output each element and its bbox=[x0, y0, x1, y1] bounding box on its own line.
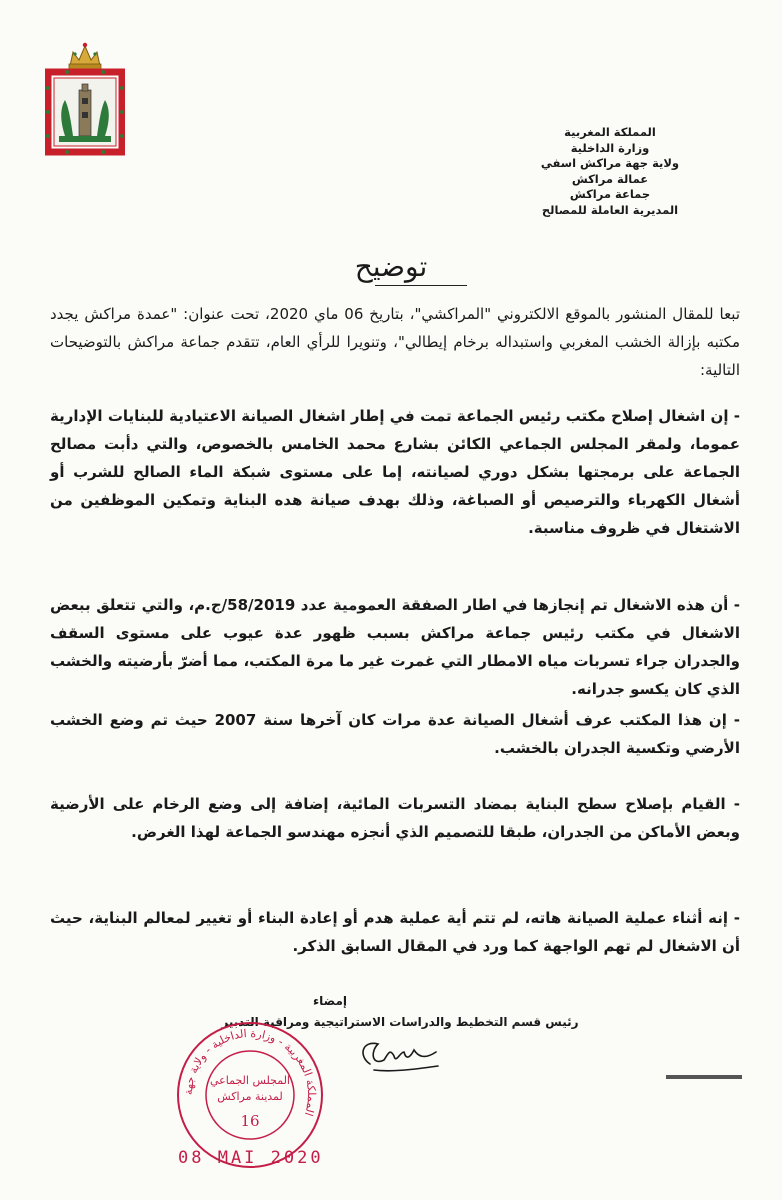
stamp-ring-text: المملكة المغربية - وزارة الداخلية - ولاية جهة bbox=[181, 1026, 319, 1118]
header-line: المملكة المغربية bbox=[564, 125, 656, 139]
body-paragraph-1: - إن اشغال إصلاح مكتب رئيس الجماعة تمت في إطار اشغال الصيانة الاعتيادية للبنايات الإدارية عموما، ولمقر المجلس الجماعي الكائن بشارع محمد الخامس بالخصوص، والتي دأبت مصالح الجماعة على برمجتها بشكل دوري لصيانته، إما على مستوى شبكة الماء الصالح للشرب أو أشغال الكهرباء والترصيص أو الصباغة، وذلك بهدف صيانة هده البناية وتمكين الموظفين من الاشتغال في ظروف مناسبة. bbox=[50, 407, 740, 537]
body-paragraph-4: - القيام بإصلاح سطح البناية بمضاد التسربات المائية، إضافة إلى وضع الرخام على الأرضية وبعض الأماكن من الجدران، طبقا للتصميم الذي أنجزه مهندسو الجماعة لهذا الغرض. bbox=[50, 795, 740, 841]
administrative-header bbox=[500, 125, 720, 218]
title-underline bbox=[375, 285, 467, 286]
signature-label: إمضاء bbox=[312, 994, 347, 1008]
date-stamp: 08 MAI 2020 bbox=[178, 1148, 324, 1168]
document-title: توضيح bbox=[354, 250, 428, 283]
handwritten-signature bbox=[340, 1030, 450, 1080]
header-line: وزارة الداخلية bbox=[570, 140, 650, 155]
crown-icon bbox=[69, 43, 101, 69]
header-line: ولاية جهة مراكش اسفي bbox=[540, 156, 680, 170]
header-line: جماعة مراكش bbox=[569, 187, 651, 201]
intro-paragraph: تبعا للمقال المنشور بالموقع الالكتروني "المراكشي"، بتاريخ 06 ماي 2020، تحت عنوان: "عمدة مراكش يجدد مكتبه بإزالة الخشب المغربي واستبداله برخام إيطالي"، وتنويرا للرأي العام، تتقدم جماعة مراكش بالتوضيحات التالية: bbox=[50, 305, 741, 379]
stamp-center-line-1: المجلس الجماعي bbox=[210, 1074, 290, 1087]
stamp-number: 16 bbox=[240, 1112, 260, 1130]
body-paragraph-2: - أن هذه الاشغال تم إنجازها في اطار الصفقة العمومية عدد 58/2019/ج.م، والتي تتعلق ببعض الاشغال في مكتب رئيس جماعة مراكش بسبب ظهور عدة عيوب على مستوى السقف والجدران جراء تسربات مياه الامطار التي غمرت غير ما مرة المكتب، مما أضرّ بأرضيته والخشب الذي كان يكسو جدرانه. bbox=[50, 596, 740, 698]
header-line: المديرية العاملة للمصالح bbox=[541, 202, 679, 217]
scan-artifact-line bbox=[666, 1075, 742, 1079]
body-paragraph-5: - إنه أثناء عملية الصيانة هاته، لم تتم أية عملية هدم أو إعادة البناء أو تغيير لمعالم البناية، حيث أن الاشغال لم تهم الواجهة كما ورد في المقال السابق الذكر. bbox=[50, 909, 740, 955]
signatory-title: رئيس قسم التخطيط والدراسات الاستراتيجية ومراقبة التدبير bbox=[221, 1015, 579, 1029]
header-line: عمالة مراكش bbox=[571, 171, 649, 186]
coat-of-arms-emblem bbox=[45, 38, 125, 156]
stamp-center-line-2: لمدينة مراكش bbox=[217, 1090, 283, 1103]
body-paragraph-3: - إن هذا المكتب عرف أشغال الصيانة عدة مرات كان آخرها سنة 2007 حيث تم وضع الخشب الأرضي وتكسية الجدران بالخشب. bbox=[50, 711, 740, 757]
